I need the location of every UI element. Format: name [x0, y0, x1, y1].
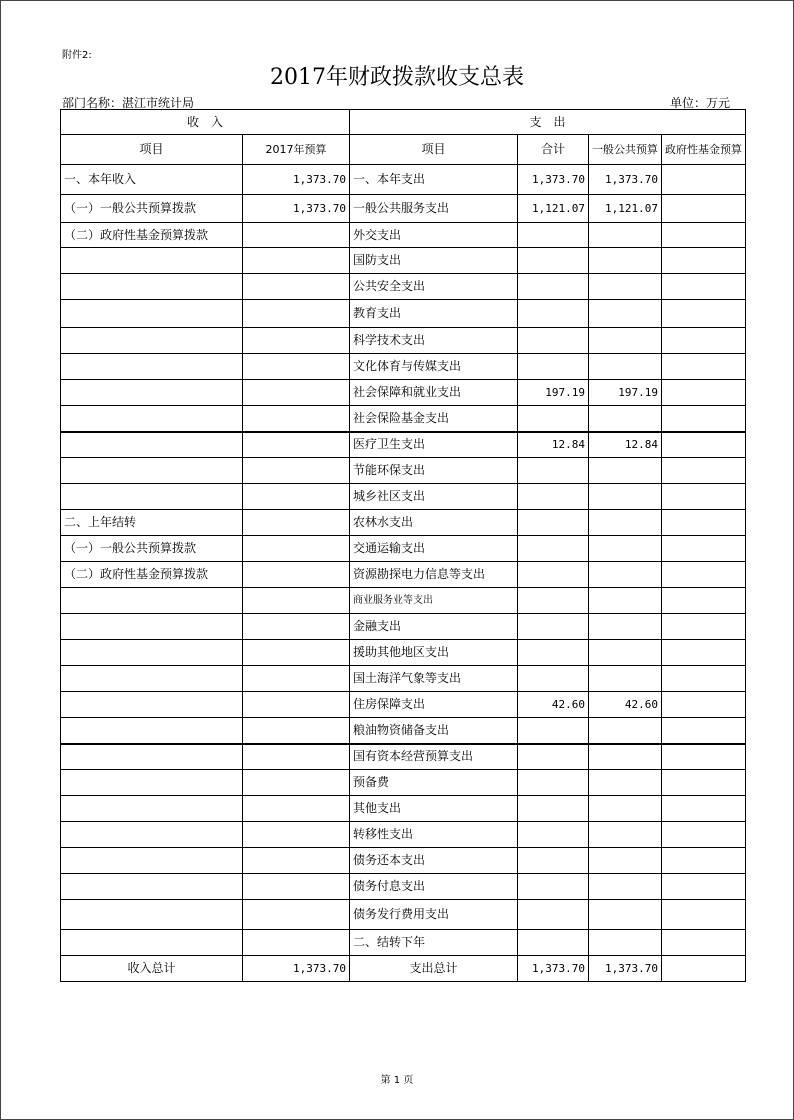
income-item-cell [61, 588, 243, 614]
expense-total-cell [518, 874, 589, 900]
expense-total-cell [518, 614, 589, 640]
gov-fund-cell [662, 458, 746, 484]
expense-total-cell [518, 274, 589, 300]
income-budget-cell [243, 248, 350, 274]
general-budget-cell [589, 484, 662, 510]
expense-item-cell: 科学技术支出 [350, 328, 518, 354]
income-item-cell: （一）一般公共预算拨款 [61, 536, 243, 562]
income-budget-cell [243, 744, 350, 770]
attachment-label: 附件2: [62, 50, 92, 61]
income-item-cell: 一、本年收入 [61, 165, 243, 195]
expense-item-cell: 文化体育与传媒支出 [350, 354, 518, 380]
expense-total-cell: 197.19 [518, 380, 589, 406]
income-budget-cell [243, 562, 350, 588]
general-total-value: 1,373.70 [589, 956, 662, 982]
table-row [61, 432, 746, 458]
expense-total-cell [518, 536, 589, 562]
income-budget-cell [243, 614, 350, 640]
general-budget-cell [589, 354, 662, 380]
expense-total-cell [518, 848, 589, 874]
expense-total-cell [518, 406, 589, 432]
expense-total-cell [518, 562, 589, 588]
income-budget-cell [243, 822, 350, 848]
gov-fund-cell [662, 432, 746, 458]
income-budget-cell [243, 874, 350, 900]
income-budget-cell [243, 718, 350, 744]
income-item-cell [61, 328, 243, 354]
general-budget-cell [589, 300, 662, 328]
table-row [61, 796, 746, 822]
expense-item-cell: 社会保险基金支出 [350, 406, 518, 432]
table-row [61, 848, 746, 874]
table-row [61, 588, 746, 614]
income-item-cell [61, 354, 243, 380]
income-budget-cell [243, 666, 350, 692]
table-row [61, 328, 746, 354]
expense-total-cell: 12.84 [518, 432, 589, 458]
general-budget-cell [589, 874, 662, 900]
expense-item-cell: 转移性支出 [350, 822, 518, 848]
income-item-cell: （一）一般公共预算拨款 [61, 195, 243, 223]
table-row [61, 380, 746, 406]
expense-item-cell: 债务付息支出 [350, 874, 518, 900]
income-budget-cell [243, 692, 350, 718]
income-budget-cell [243, 484, 350, 510]
income-total-label: 收入总计 [61, 956, 243, 982]
expense-total-cell [518, 484, 589, 510]
gov-fund-cell [662, 380, 746, 406]
gov-fund-cell [662, 614, 746, 640]
income-item-cell [61, 458, 243, 484]
gov-fund-cell [662, 796, 746, 822]
expense-item-cell: 国防支出 [350, 248, 518, 274]
income-item-cell [61, 406, 243, 432]
general-budget-cell [589, 510, 662, 536]
expense-item-cell: 城乡社区支出 [350, 484, 518, 510]
income-budget-cell [243, 640, 350, 666]
income-item-cell [61, 744, 243, 770]
expense-item-cell: 农林水支出 [350, 510, 518, 536]
income-budget-cell [243, 796, 350, 822]
general-budget-cell [589, 274, 662, 300]
general-budget-cell: 1,121.07 [589, 195, 662, 223]
budget-2017-header: 2017年预算 [243, 135, 350, 165]
gov-fund-cell [662, 930, 746, 956]
general-budget-cell [589, 744, 662, 770]
gov-fund-cell [662, 874, 746, 900]
table-row [61, 874, 746, 900]
section-header-row [61, 110, 746, 135]
general-budget-cell [589, 640, 662, 666]
general-budget-cell [589, 848, 662, 874]
expense-total-cell [518, 718, 589, 744]
general-budget-cell [589, 248, 662, 274]
gov-fund-cell [662, 354, 746, 380]
expense-total-cell [518, 640, 589, 666]
gov-fund-cell [662, 692, 746, 718]
general-budget-cell [589, 930, 662, 956]
table-row [61, 930, 746, 956]
expense-total-cell [518, 354, 589, 380]
gov-fund-cell [662, 536, 746, 562]
general-budget-cell [589, 666, 662, 692]
expense-total-cell: 42.60 [518, 692, 589, 718]
general-budget-cell [589, 900, 662, 930]
expense-total-cell [518, 458, 589, 484]
expense-item-cell: 交通运输支出 [350, 536, 518, 562]
gov-fund-cell [662, 510, 746, 536]
gov-fund-cell [662, 666, 746, 692]
general-budget-cell [589, 562, 662, 588]
total-header: 合计 [518, 135, 589, 165]
general-budget-cell: 42.60 [589, 692, 662, 718]
income-section-header: 收 入 [61, 110, 350, 135]
page-title: 2017年财政拨款收支总表 [270, 65, 524, 90]
expense-item-cell: 债务发行费用支出 [350, 900, 518, 930]
expense-item-cell: 国有资本经营预算支出 [350, 744, 518, 770]
income-item-cell [61, 770, 243, 796]
general-budget-cell [589, 406, 662, 432]
general-budget-cell [589, 328, 662, 354]
income-item-cell [61, 300, 243, 328]
expense-item-cell: 商业服务业等支出 [350, 588, 518, 614]
general-budget-cell [589, 588, 662, 614]
gov-fund-cell [662, 195, 746, 223]
expense-total-cell [518, 328, 589, 354]
expense-item-cell: 医疗卫生支出 [350, 432, 518, 458]
expense-item-cell: 公共安全支出 [350, 274, 518, 300]
income-item-header: 项目 [61, 135, 243, 165]
expense-total-cell [518, 796, 589, 822]
income-item-cell [61, 796, 243, 822]
expense-item-cell: 预备费 [350, 770, 518, 796]
table-row [61, 744, 746, 770]
expense-total-label: 支出总计 [350, 956, 518, 982]
table-row [61, 640, 746, 666]
table-row [61, 692, 746, 718]
income-item-cell [61, 484, 243, 510]
general-budget-header: 一般公共预算 [589, 135, 662, 165]
gov-fund-cell [662, 744, 746, 770]
table-row [61, 406, 746, 432]
expense-item-cell: 国土海洋气象等支出 [350, 666, 518, 692]
income-item-cell [61, 432, 243, 458]
expense-item-cell: 住房保障支出 [350, 692, 518, 718]
table-row [61, 562, 746, 588]
table-row [61, 614, 746, 640]
general-budget-cell [589, 614, 662, 640]
income-budget-cell [243, 328, 350, 354]
general-budget-cell [589, 536, 662, 562]
expense-item-cell: 其他支出 [350, 796, 518, 822]
income-budget-cell: 1,373.70 [243, 195, 350, 223]
expense-item-cell: 债务还本支出 [350, 848, 518, 874]
gov-fund-cell [662, 588, 746, 614]
expense-total-cell [518, 223, 589, 248]
income-budget-cell [243, 588, 350, 614]
expense-item-cell: 社会保障和就业支出 [350, 380, 518, 406]
expense-item-cell: 外交支出 [350, 223, 518, 248]
department-label: 部门名称：湛江市统计局 [62, 96, 195, 110]
table-row [61, 484, 746, 510]
expense-total-cell [518, 822, 589, 848]
general-budget-cell [589, 718, 662, 744]
table-row [61, 900, 746, 930]
expense-total-cell [518, 900, 589, 930]
income-item-cell [61, 274, 243, 300]
general-budget-cell: 197.19 [589, 380, 662, 406]
table-row [61, 458, 746, 484]
income-item-cell [61, 718, 243, 744]
expense-total-cell [518, 588, 589, 614]
income-item-cell [61, 380, 243, 406]
table-row [61, 822, 746, 848]
expense-total-cell [518, 248, 589, 274]
income-total-value: 1,373.70 [243, 956, 350, 982]
general-budget-cell: 12.84 [589, 432, 662, 458]
general-budget-cell [589, 796, 662, 822]
expense-total-cell: 1,373.70 [518, 165, 589, 195]
expense-item-cell: 援助其他地区支出 [350, 640, 518, 666]
table-row [61, 248, 746, 274]
income-item-cell [61, 874, 243, 900]
expense-total-value: 1,373.70 [518, 956, 589, 982]
income-item-cell [61, 930, 243, 956]
income-budget-cell [243, 406, 350, 432]
expense-total-cell [518, 666, 589, 692]
budget-table [60, 109, 746, 982]
gov-fund-cell [662, 248, 746, 274]
income-budget-cell [243, 930, 350, 956]
expense-total-cell [518, 300, 589, 328]
gov-fund-cell [662, 848, 746, 874]
expense-item-cell: 资源勘探电力信息等支出 [350, 562, 518, 588]
income-budget-cell [243, 510, 350, 536]
income-item-cell: （二）政府性基金预算拨款 [61, 223, 243, 248]
expense-item-cell: 节能环保支出 [350, 458, 518, 484]
income-item-cell: 二、上年结转 [61, 510, 243, 536]
expense-item-cell: 粮油物资储备支出 [350, 718, 518, 744]
income-item-cell: （二）政府性基金预算拨款 [61, 562, 243, 588]
table-row [61, 274, 746, 300]
income-budget-cell: 1,373.70 [243, 165, 350, 195]
gov-fund-total-value [662, 956, 746, 982]
unit-label: 单位：万元 [669, 96, 730, 110]
table-row [61, 666, 746, 692]
gov-fund-cell [662, 165, 746, 195]
gov-fund-cell [662, 274, 746, 300]
income-budget-cell [243, 300, 350, 328]
income-item-cell [61, 614, 243, 640]
gov-fund-cell [662, 328, 746, 354]
gov-fund-cell [662, 770, 746, 796]
income-item-cell [61, 692, 243, 718]
table-row [61, 300, 746, 328]
table-row [61, 770, 746, 796]
general-budget-cell: 1,373.70 [589, 165, 662, 195]
expense-item-header: 项目 [350, 135, 518, 165]
table-row [61, 718, 746, 744]
expense-total-cell [518, 930, 589, 956]
general-budget-cell [589, 822, 662, 848]
expense-item-cell: 一、本年支出 [350, 165, 518, 195]
income-item-cell [61, 248, 243, 274]
gov-fund-cell [662, 223, 746, 248]
income-budget-cell [243, 354, 350, 380]
table-row [61, 354, 746, 380]
income-budget-cell [243, 848, 350, 874]
expense-item-cell: 教育支出 [350, 300, 518, 328]
expense-total-cell [518, 510, 589, 536]
expense-item-cell: 金融支出 [350, 614, 518, 640]
totals-row [61, 956, 746, 982]
expense-total-cell [518, 770, 589, 796]
table-row [61, 536, 746, 562]
gov-fund-cell [662, 406, 746, 432]
gov-fund-cell [662, 640, 746, 666]
income-item-cell [61, 666, 243, 692]
gov-fund-budget-header: 政府性基金预算 [662, 135, 746, 165]
general-budget-cell [589, 458, 662, 484]
income-budget-cell [243, 536, 350, 562]
gov-fund-cell [662, 822, 746, 848]
general-budget-cell [589, 223, 662, 248]
income-budget-cell [243, 900, 350, 930]
general-budget-cell [589, 770, 662, 796]
page-number: 第 1 页 [380, 1075, 414, 1086]
income-budget-cell [243, 223, 350, 248]
table-row [61, 510, 746, 536]
expense-item-cell: 一般公共服务支出 [350, 195, 518, 223]
income-item-cell [61, 640, 243, 666]
gov-fund-cell [662, 718, 746, 744]
expense-total-cell [518, 744, 589, 770]
gov-fund-cell [662, 484, 746, 510]
income-item-cell [61, 848, 243, 874]
expense-section-header: 支 出 [350, 110, 746, 135]
income-budget-cell [243, 380, 350, 406]
column-header-row [61, 135, 746, 165]
gov-fund-cell [662, 900, 746, 930]
income-budget-cell [243, 274, 350, 300]
table-row [61, 195, 746, 223]
income-budget-cell [243, 432, 350, 458]
table-row [61, 165, 746, 195]
income-item-cell [61, 822, 243, 848]
income-item-cell [61, 900, 243, 930]
expense-total-cell: 1,121.07 [518, 195, 589, 223]
income-budget-cell [243, 458, 350, 484]
gov-fund-cell [662, 300, 746, 328]
gov-fund-cell [662, 562, 746, 588]
income-budget-cell [243, 770, 350, 796]
table-row [61, 223, 746, 248]
expense-item-cell: 二、结转下年 [350, 930, 518, 956]
